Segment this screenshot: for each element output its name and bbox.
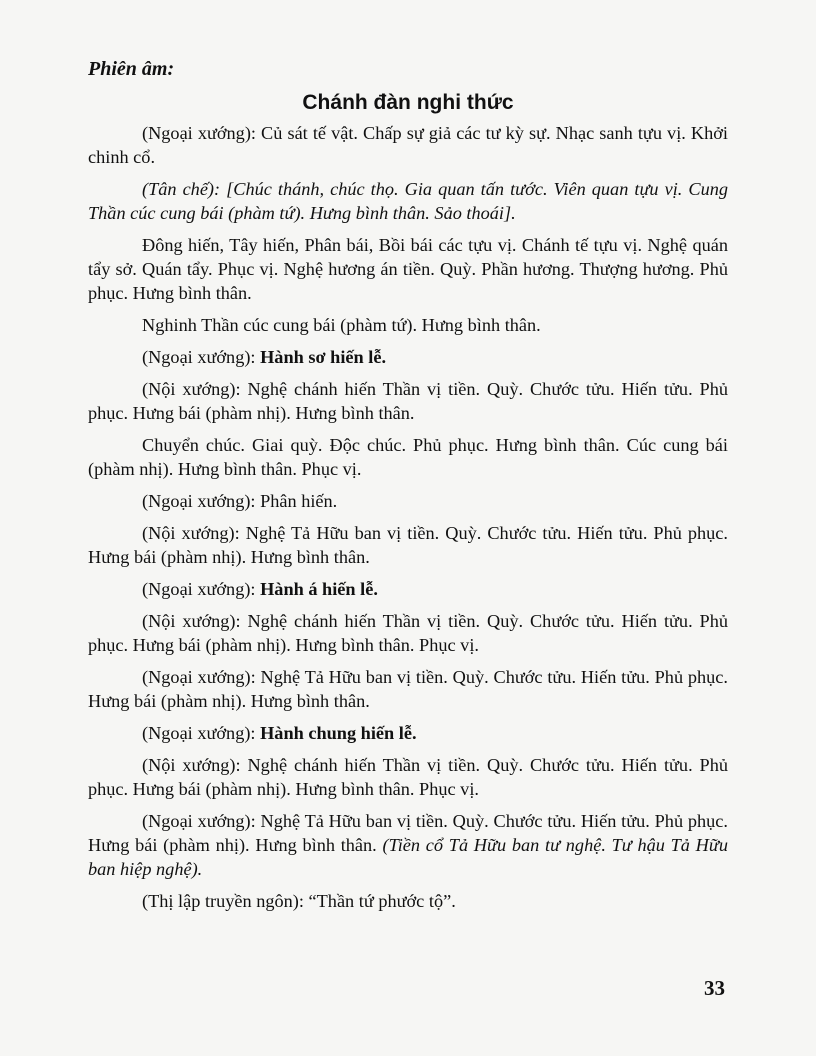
paragraph bbox=[88, 345, 728, 369]
page-title: Chánh đàn nghi thức bbox=[302, 91, 514, 114]
paragraph: (Nội xướng): Nghệ chánh hiến Thần vị tiền. Quỳ. Chước tửu. Hiến tửu. Phủ phục. Hưng bái (phàm nhị). Hưng bình thân. bbox=[88, 379, 728, 423]
paragraph-italic-note: (Tiền cổ Tả Hữu ban tư nghệ. Tư hậu Tả Hữu ban hiệp nghệ). bbox=[88, 835, 728, 879]
paragraph bbox=[88, 721, 728, 745]
paragraph: (Ngoại xướng): Phân hiến. bbox=[142, 491, 338, 511]
paragraph-heading: Hành á hiến lễ. bbox=[260, 579, 378, 599]
paragraph: Đông hiến, Tây hiến, Phân bái, Bồi bái các tựu vị. Chánh tế tựu vị. Nghệ quán tẩy sở. Quán tẩy. Phục vị. Nghệ hương án tiền. Quỳ. Phần hương. Thượng hương. Phủ phục. Hưng bình thân. bbox=[88, 235, 728, 303]
page-number: 33 bbox=[704, 976, 725, 1000]
paragraph: Chuyển chúc. Giai quỳ. Độc chúc. Phủ phục. Hưng bình thân. Cúc cung bái (phàm nhị). Hưng bình thân. Phục vị. bbox=[88, 435, 728, 479]
paragraph-body: (Ngoại xướng): Nghệ Tả Hữu ban vị tiền. Quỳ. Chước tửu. Hiến tửu. Phủ phục. Hưng bái (phàm nhị). Hưng bình thân. bbox=[88, 811, 728, 855]
paragraph: (Nội xướng): Nghệ chánh hiến Thần vị tiền. Quỳ. Chước tửu. Hiến tửu. Phủ phục. Hưng bái (phàm nhị). Hưng bình thân. Phục vị. bbox=[88, 611, 728, 655]
paragraph: Nghinh Thần cúc cung bái (phàm tứ). Hưng bình thân. bbox=[142, 315, 541, 335]
paragraph: (Ngoại xướng): Củ sát tế vật. Chấp sự giả các tư kỳ sự. Nhạc sanh tựu vị. Khởi chinh cổ. bbox=[88, 123, 728, 167]
paragraph bbox=[88, 809, 728, 881]
paragraph: (Thị lập truyền ngôn): “Thần tứ phước tộ”. bbox=[142, 891, 456, 911]
paragraph bbox=[88, 577, 728, 601]
paragraph: (Nội xướng): Nghệ chánh hiến Thần vị tiền. Quỳ. Chước tửu. Hiến tửu. Phủ phục. Hưng bái (phàm nhị). Hưng bình thân. Phục vị. bbox=[88, 755, 728, 799]
paragraph: (Nội xướng): Nghệ Tả Hữu ban vị tiền. Quỳ. Chước tửu. Hiến tửu. Phủ phục. Hưng bái (phàm nhị). Hưng bình thân. bbox=[88, 523, 728, 567]
paragraph-prefix: (Ngoại xướng): bbox=[142, 579, 261, 599]
paragraph-prefix: (Ngoại xướng): bbox=[142, 723, 261, 743]
paragraph-heading: Hành chung hiến lễ. bbox=[260, 723, 417, 743]
paragraph-prefix: (Ngoại xướng): bbox=[142, 347, 261, 367]
section-label: Phiên âm: bbox=[88, 58, 175, 80]
paragraph: (Ngoại xướng): Nghệ Tả Hữu ban vị tiền. Quỳ. Chước tửu. Hiến tửu. Phủ phục. Hưng bái (phàm nhị). Hưng bình thân. bbox=[88, 667, 728, 711]
paragraph: (Tân chế): [Chúc thánh, chúc thọ. Gia quan tấn tước. Viên quan tựu vị. Cung Thần cúc cung bái (phàm tứ). Hưng bình thân. Sảo thoái]. bbox=[88, 179, 728, 223]
page-content bbox=[88, 58, 728, 921]
paragraph-heading: Hành sơ hiến lễ. bbox=[260, 347, 387, 367]
